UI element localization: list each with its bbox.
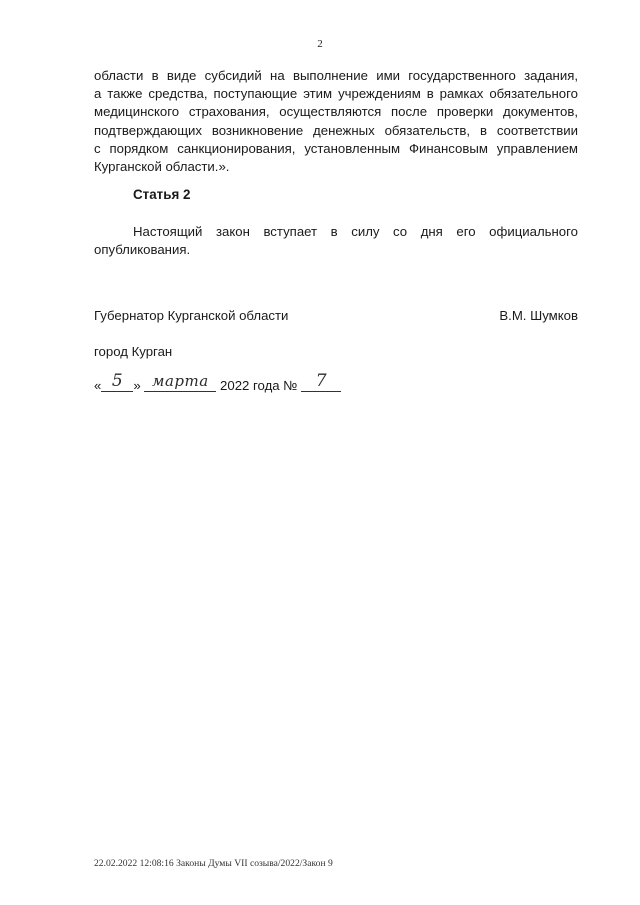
day-blank (101, 371, 133, 392)
paragraph-line: медицинского страхования, осуществляются после проверки документов, (94, 104, 578, 120)
handwritten-law-number: 7 (315, 371, 327, 391)
handwritten-day: 5 (111, 371, 123, 391)
paragraph-line: Настоящий закон вступает в силу со дня его официального (133, 224, 578, 239)
paragraph-line: с порядком санкционирования, установленным Финансовым управлением (94, 140, 578, 156)
date-line (94, 371, 341, 395)
handwritten-month: марта (152, 372, 209, 390)
open-quote: « (94, 378, 102, 393)
signatory-name: В.М. Шумков (499, 308, 578, 323)
paragraph-line: области в виде субсидий на выполнение ими государственного задания, (94, 68, 578, 83)
year-text: 2022 года № (220, 378, 298, 393)
paragraph-line: а также средства, поступающие этим учреждениям в рамках обязательного (94, 86, 578, 102)
month-blank (144, 372, 216, 392)
page-number: 2 (317, 38, 323, 50)
city-line: город Курган (94, 344, 173, 359)
article-heading: Статья 2 (133, 187, 191, 202)
registration-footer: 22.02.2022 12:08:16 Законы Думы VII созыва/2022/Закон 9 (94, 858, 333, 869)
paragraph-line: опубликования. (94, 242, 191, 258)
signature-block (94, 307, 578, 325)
paragraph-line: подтверждающих возникновение денежных обязательств, в соответствии (94, 122, 578, 138)
continuation-paragraph (94, 67, 578, 176)
close-quote: » (133, 378, 141, 393)
law-number-blank (301, 371, 341, 392)
article-paragraph (94, 223, 578, 259)
signatory-position: Губернатор Курганской области (94, 308, 289, 323)
paragraph-line: Курганской области.». (94, 159, 230, 175)
